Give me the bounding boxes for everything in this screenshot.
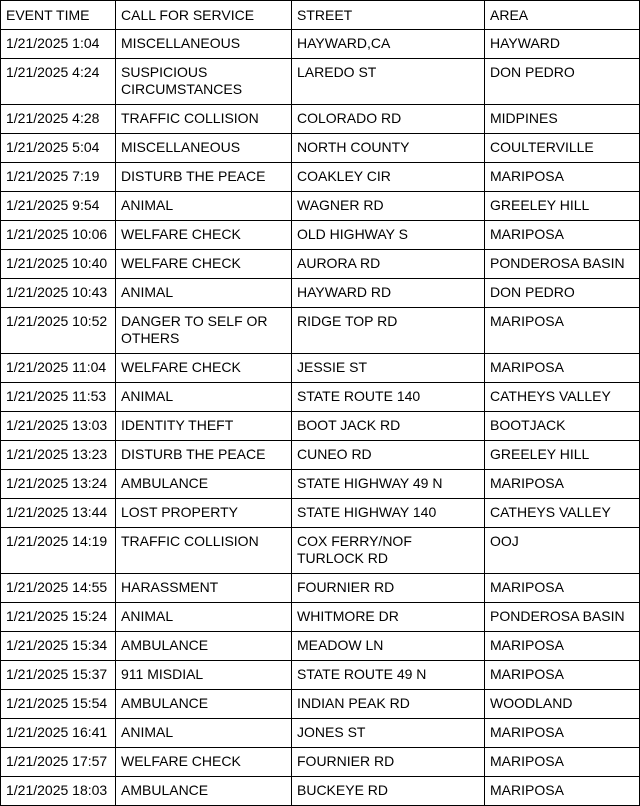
cell-event-time: 1/21/2025 15:54 — [1, 690, 116, 719]
cell-area: MARIPOSA — [485, 661, 640, 690]
cell-event-time: 1/21/2025 10:52 — [1, 308, 116, 354]
cell-area: GREELEY HILL — [485, 441, 640, 470]
header-call-for-service: CALL FOR SERVICE — [116, 1, 292, 30]
cell-area: PONDEROSA BASIN — [485, 250, 640, 279]
table-row — [1, 105, 640, 134]
cell-call-for-service: TRAFFIC COLLISION — [116, 105, 292, 134]
cell-area: DON PEDRO — [485, 59, 640, 105]
cell-area: MARIPOSA — [485, 719, 640, 748]
cell-street: STATE ROUTE 140 — [292, 383, 485, 412]
cell-call-for-service: ANIMAL — [116, 719, 292, 748]
table-row — [1, 354, 640, 383]
cell-area: MARIPOSA — [485, 632, 640, 661]
cell-area: DON PEDRO — [485, 279, 640, 308]
table-row — [1, 748, 640, 777]
cell-call-for-service: SUSPICIOUS CIRCUMSTANCES — [116, 59, 292, 105]
cell-street: RIDGE TOP RD — [292, 308, 485, 354]
cell-call-for-service: DISTURB THE PEACE — [116, 441, 292, 470]
table-row — [1, 719, 640, 748]
cell-event-time: 1/21/2025 1:04 — [1, 30, 116, 59]
cell-call-for-service: WELFARE CHECK — [116, 354, 292, 383]
table-row — [1, 134, 640, 163]
cell-street: FOURNIER RD — [292, 748, 485, 777]
cell-area: MARIPOSA — [485, 221, 640, 250]
cell-call-for-service: AMBULANCE — [116, 777, 292, 806]
cell-street: FOURNIER RD — [292, 574, 485, 603]
cell-area: MARIPOSA — [485, 308, 640, 354]
cell-area: PONDEROSA BASIN — [485, 603, 640, 632]
table-row — [1, 441, 640, 470]
cell-call-for-service: DISTURB THE PEACE — [116, 163, 292, 192]
cell-call-for-service: HARASSMENT — [116, 574, 292, 603]
table-row — [1, 221, 640, 250]
cell-area: COULTERVILLE — [485, 134, 640, 163]
cell-area: CATHEYS VALLEY — [485, 499, 640, 528]
cell-event-time: 1/21/2025 17:57 — [1, 748, 116, 777]
cell-event-time: 1/21/2025 15:37 — [1, 661, 116, 690]
cell-street: BOOT JACK RD — [292, 412, 485, 441]
cell-call-for-service: DANGER TO SELF OR OTHERS — [116, 308, 292, 354]
cell-area: MARIPOSA — [485, 777, 640, 806]
cell-street: MEADOW LN — [292, 632, 485, 661]
cell-event-time: 1/21/2025 10:40 — [1, 250, 116, 279]
cell-street: STATE HIGHWAY 140 — [292, 499, 485, 528]
header-area: AREA — [485, 1, 640, 30]
cell-event-time: 1/21/2025 13:44 — [1, 499, 116, 528]
table-row — [1, 690, 640, 719]
cell-event-time: 1/21/2025 11:53 — [1, 383, 116, 412]
cell-street: LAREDO ST — [292, 59, 485, 105]
cell-event-time: 1/21/2025 7:19 — [1, 163, 116, 192]
cell-event-time: 1/21/2025 15:34 — [1, 632, 116, 661]
cell-call-for-service: ANIMAL — [116, 192, 292, 221]
table-row — [1, 603, 640, 632]
cell-area: MARIPOSA — [485, 163, 640, 192]
cell-event-time: 1/21/2025 14:55 — [1, 574, 116, 603]
cell-area: OOJ — [485, 528, 640, 574]
table-row — [1, 250, 640, 279]
cell-area: CATHEYS VALLEY — [485, 383, 640, 412]
cell-event-time: 1/21/2025 4:24 — [1, 59, 116, 105]
table-row — [1, 661, 640, 690]
cell-area: MARIPOSA — [485, 354, 640, 383]
table-row — [1, 383, 640, 412]
cell-call-for-service: AMBULANCE — [116, 632, 292, 661]
cell-call-for-service: MISCELLANEOUS — [116, 30, 292, 59]
cell-area: MARIPOSA — [485, 574, 640, 603]
cell-call-for-service: ANIMAL — [116, 603, 292, 632]
table-row — [1, 528, 640, 574]
cell-call-for-service: WELFARE CHECK — [116, 748, 292, 777]
cell-area: BOOTJACK — [485, 412, 640, 441]
cell-event-time: 1/21/2025 10:06 — [1, 221, 116, 250]
cell-street: COAKLEY CIR — [292, 163, 485, 192]
cell-call-for-service: LOST PROPERTY — [116, 499, 292, 528]
cell-event-time: 1/21/2025 13:23 — [1, 441, 116, 470]
cell-street: OLD HIGHWAY S — [292, 221, 485, 250]
table-row — [1, 470, 640, 499]
cell-street: AURORA RD — [292, 250, 485, 279]
cell-street: WHITMORE DR — [292, 603, 485, 632]
cell-call-for-service: 911 MISDIAL — [116, 661, 292, 690]
table-row — [1, 163, 640, 192]
table-row — [1, 30, 640, 59]
table-row — [1, 499, 640, 528]
cell-event-time: 1/21/2025 16:41 — [1, 719, 116, 748]
cell-call-for-service: ANIMAL — [116, 383, 292, 412]
cell-street: COX FERRY/NOF TURLOCK RD — [292, 528, 485, 574]
cell-street: BUCKEYE RD — [292, 777, 485, 806]
cell-street: INDIAN PEAK RD — [292, 690, 485, 719]
cell-event-time: 1/21/2025 10:43 — [1, 279, 116, 308]
cell-area: HAYWARD — [485, 30, 640, 59]
cell-area: MIDPINES — [485, 105, 640, 134]
table-row — [1, 192, 640, 221]
table-row — [1, 308, 640, 354]
cell-street: STATE HIGHWAY 49 N — [292, 470, 485, 499]
cell-event-time: 1/21/2025 4:28 — [1, 105, 116, 134]
cell-event-time: 1/21/2025 18:03 — [1, 777, 116, 806]
cell-call-for-service: WELFARE CHECK — [116, 250, 292, 279]
header-row — [1, 1, 640, 30]
table-row — [1, 59, 640, 105]
cell-street: HAYWARD RD — [292, 279, 485, 308]
cell-area: WOODLAND — [485, 690, 640, 719]
cell-call-for-service: IDENTITY THEFT — [116, 412, 292, 441]
cell-street: HAYWARD,CA — [292, 30, 485, 59]
cell-street: JESSIE ST — [292, 354, 485, 383]
cell-event-time: 1/21/2025 13:03 — [1, 412, 116, 441]
cell-call-for-service: WELFARE CHECK — [116, 221, 292, 250]
table-body — [1, 30, 640, 806]
table-row — [1, 574, 640, 603]
table-row — [1, 279, 640, 308]
header-event-time: EVENT TIME — [1, 1, 116, 30]
cell-event-time: 1/21/2025 9:54 — [1, 192, 116, 221]
cell-street: COLORADO RD — [292, 105, 485, 134]
cell-street: JONES ST — [292, 719, 485, 748]
cell-area: MARIPOSA — [485, 470, 640, 499]
cell-event-time: 1/21/2025 11:04 — [1, 354, 116, 383]
cell-event-time: 1/21/2025 14:19 — [1, 528, 116, 574]
cell-street: CUNEO RD — [292, 441, 485, 470]
cell-street: NORTH COUNTY — [292, 134, 485, 163]
cell-area: GREELEY HILL — [485, 192, 640, 221]
cell-street: STATE ROUTE 49 N — [292, 661, 485, 690]
cell-call-for-service: MISCELLANEOUS — [116, 134, 292, 163]
cell-call-for-service: TRAFFIC COLLISION — [116, 528, 292, 574]
cell-area: MARIPOSA — [485, 748, 640, 777]
cell-event-time: 1/21/2025 15:24 — [1, 603, 116, 632]
header-street: STREET — [292, 1, 485, 30]
table-row — [1, 412, 640, 441]
cell-call-for-service: AMBULANCE — [116, 470, 292, 499]
table-row — [1, 632, 640, 661]
cell-call-for-service: ANIMAL — [116, 279, 292, 308]
cell-event-time: 1/21/2025 5:04 — [1, 134, 116, 163]
cell-event-time: 1/21/2025 13:24 — [1, 470, 116, 499]
table-row — [1, 777, 640, 806]
cell-street: WAGNER RD — [292, 192, 485, 221]
cell-call-for-service: AMBULANCE — [116, 690, 292, 719]
